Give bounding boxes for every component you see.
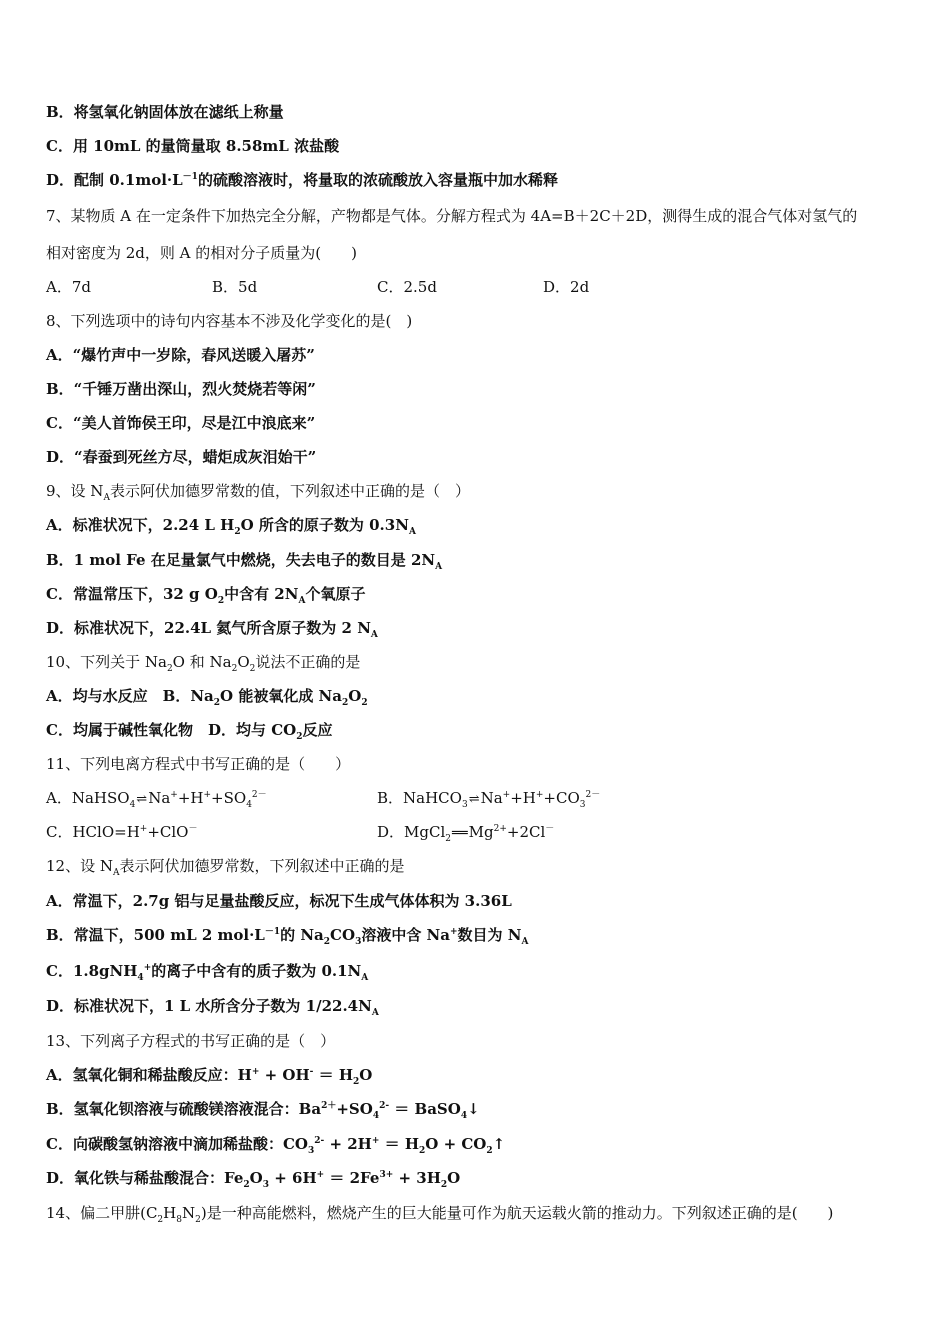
q9-option-b: B．1 mol Fe 在足量氯气中燃烧，失去电子的数目是 $2N_A$ — [46, 551, 443, 572]
q14-stem: 14、偏二甲肼$(C_2H_8N_2)$是一种高能燃料，燃烧产生的巨大能量可作为航天运载火箭的推动力。下列叙述正确的是( ) — [46, 1204, 834, 1225]
equals-double-line-icon: ══ — [452, 826, 468, 841]
q7-option-d: D．2d — [543, 278, 590, 296]
q8-option-b: B．“千锤万凿出深山，烈火焚烧若等闲” — [46, 380, 316, 398]
q9-option-a: A．标准状况下，2.24 L $H_2O$ 所含的原子数为 $0.3N_A$ — [46, 516, 416, 537]
q10-option-d: D．均与 $CO_2$反应 — [207, 721, 333, 742]
q7-option-a: A．7d — [46, 278, 91, 296]
q9-option-c: C．常温常压下，32 g $O_2$中含有 $2N_A$个氧原子 — [46, 585, 366, 606]
q7-options — [46, 277, 906, 297]
q13-option-c: C．向碳酸氢钠溶液中滴加稀盐酸：$CO_3^{2-} + 2H^+ = H_2O$ + $CO_2↑$ — [46, 1135, 506, 1156]
q9-stem: 9、设 $N_A$表示阿伏加德罗常数的值，下列叙述中正确的是（ ） — [46, 482, 470, 503]
q12-stem: 12、设 $N_A$表示阿伏加德罗常数，下列叙述中正确的是 — [46, 857, 405, 878]
q10-option-c: C．均属于碱性氧化物 — [46, 721, 193, 739]
q11-option-c: C．HClO=H++ClO－ — [46, 823, 198, 841]
q7-option-b: B．5d — [212, 278, 258, 296]
q9-option-d: D．标准状况下，22.4L 氦气所含原子数为 2 $N_A$ — [46, 619, 378, 640]
q8-option-c: C．“美人首饰侯王印，尽是江中浪底来” — [46, 414, 316, 432]
q7-stem-line1: 7、某物质 A 在一定条件下加热完全分解，产物都是气体。分解方程式为 4A=B＋2C＋2D，测得生成的混合气体对氢气的 — [46, 207, 858, 225]
q10-option-b: B．$Na_2O$ 能被氧化成 $Na_2O_2$ — [162, 687, 368, 708]
q11-options-ab — [46, 788, 906, 808]
q8-option-a: A．“爆竹声中一岁除，春风送暖入屠苏” — [46, 346, 315, 364]
q13-option-a: A．氢氧化铜和稀盐酸反应：$H^+ + OH^- = H_2O$ — [46, 1066, 373, 1087]
q10-options-cd — [46, 720, 333, 740]
q12-option-d: D．标准状况下，1 L 水所含分子数为 $1/22.4N_A$ — [46, 997, 379, 1018]
q10-stem: 10、下列关于 $Na_2O$ 和 $Na_2O_2$说法不正确的是 — [46, 653, 361, 674]
q7-option-c: C．2.5d — [377, 278, 437, 296]
q12-option-c: C．1.8gNH$_4$+的离子中含有的质子数为 $0.1N_A$ — [46, 962, 369, 983]
q6-option-c: C．用 10mL 的量筒量取 8.58mL 浓盐酸 — [46, 137, 340, 155]
q6-option-d: D．配制 $0.1mol\cdot L^{-1}$的硫酸溶液时，将量取的浓硫酸放入容量瓶中加水稀释 — [46, 171, 558, 189]
q6-option-b: B．将氢氧化钠固体放在滤纸上称量 — [46, 103, 284, 121]
q11-option-b: B．$NaHCO_3\rightleftharpoons Na^++H^++CO_3^{2-}$ — [377, 789, 601, 810]
q11-option-d: D．$MgCl_2══Mg^{2+}+2Cl^-$ — [377, 823, 555, 844]
q7-stem-line2: 相对密度为 2d，则 A 的相对分子质量为( ) — [46, 244, 357, 262]
q12-option-b: B．常温下，500 mL 2 $mol\cdot L^{-1}$的 $Na_2CO_3$溶液中含 Na+数目为 $N_A$ — [46, 926, 529, 947]
q11-option-a: A．$NaHSO_4\rightleftharpoons Na^++H^++SO_4^{2-}$ — [46, 789, 267, 810]
q13-option-d: D．氧化铁与稀盐酸混合：$Fe_2O_3 + 6H^+ = 2Fe^{3+} + 3H_2O$ — [46, 1169, 461, 1190]
q11-options-cd — [46, 822, 906, 842]
q10-options-ab — [46, 686, 368, 706]
q8-option-d: D．“春蚕到死丝方尽，蜡炬成灰泪始干” — [46, 448, 317, 466]
q13-stem: 13、下列离子方程式的书写正确的是（ ） — [46, 1032, 336, 1050]
q11-stem: 11、下列电离方程式中书写正确的是（ ） — [46, 755, 351, 773]
equilibrium-arrow-icon: ⇌ — [468, 792, 480, 807]
q8-stem: 8、下列选项中的诗句内容基本不涉及化学变化的是( ) — [46, 312, 413, 330]
equilibrium-arrow-icon: ⇌ — [136, 792, 148, 807]
q10-option-a: A．均与水反应 — [46, 687, 148, 705]
q13-option-b: B．氢氧化钡溶液与硫酸镁溶液混合：$Ba^{2+}+SO_4^{2-}$ ＝ BaSO$_4$↓ — [46, 1100, 480, 1121]
q12-option-a: A．常温下，2.7g 铝与足量盐酸反应，标况下生成气体体积为 3.36L — [46, 892, 512, 910]
